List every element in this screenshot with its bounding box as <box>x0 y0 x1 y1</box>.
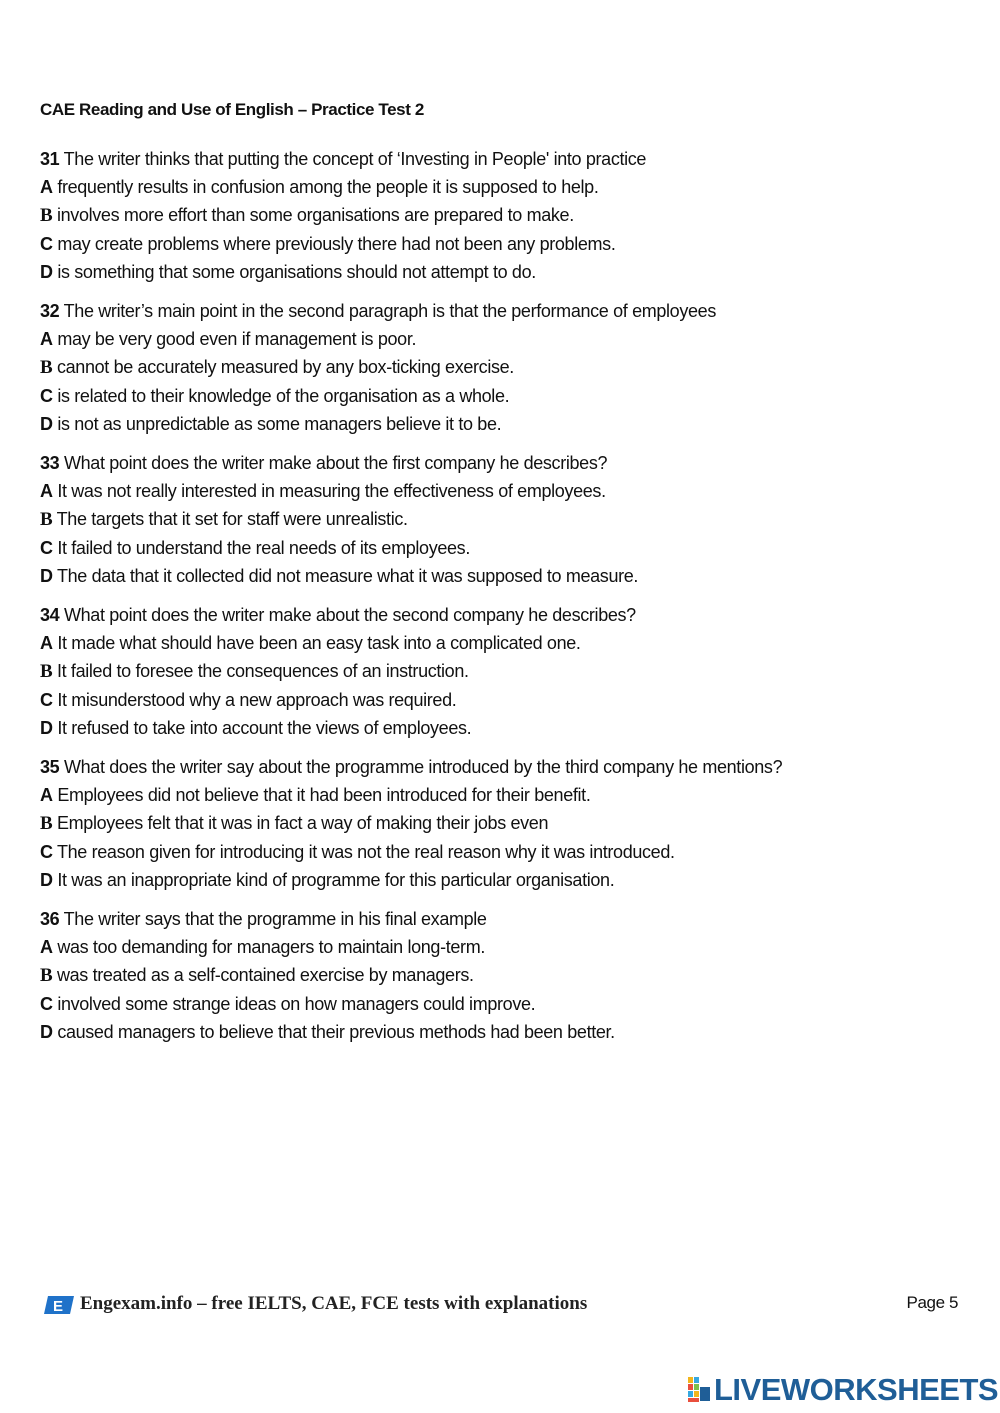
answer-option[interactable] <box>40 230 980 258</box>
answer-option[interactable] <box>40 990 980 1018</box>
option-text: It was not really interested in measuring the effectiveness of employees. <box>57 481 606 501</box>
option-letter: B <box>40 661 53 682</box>
question-stem <box>40 449 980 477</box>
question-stem-text: What does the writer say about the programme introduced by the third company he mentions? <box>63 757 783 777</box>
option-letter: C <box>40 538 53 558</box>
option-letter: D <box>40 1022 53 1042</box>
option-text: The reason given for introducing it was not the real reason why it was introduced. <box>56 842 675 862</box>
question-stem <box>40 601 980 629</box>
option-text: may be very good even if management is poor. <box>57 329 417 349</box>
option-letter: D <box>40 414 53 434</box>
option-text: It refused to take into account the views of employees. <box>57 718 472 738</box>
footer-site-text: Engexam.info – free IELTS, CAE, FCE tests with explanations <box>80 1293 588 1314</box>
option-text: involves more effort than some organisations are prepared to make. <box>56 205 574 225</box>
option-letter: A <box>40 481 53 501</box>
answer-option[interactable] <box>40 809 980 838</box>
liveworksheets-text: LIVEWORKSHEETS <box>714 1372 999 1407</box>
option-letter: D <box>40 870 53 890</box>
question-stem-text: The writer thinks that putting the concept of ‘Investing in People' into practice <box>63 149 647 169</box>
question-33 <box>40 449 980 590</box>
option-letter: C <box>40 842 53 862</box>
answer-option[interactable] <box>40 1018 980 1046</box>
option-letter: B <box>40 965 53 986</box>
question-stem-text: The writer’s main point in the second paragraph is that the performance of employees <box>63 301 716 321</box>
question-35 <box>40 753 980 894</box>
option-letter: B <box>40 509 53 530</box>
answer-option[interactable] <box>40 933 980 961</box>
option-letter: B <box>40 813 53 834</box>
option-text: is not as unpredictable as some managers believe it to be. <box>57 414 502 434</box>
option-text: caused managers to believe that their previous methods had been better. <box>57 1022 615 1042</box>
question-34 <box>40 601 980 742</box>
answer-option[interactable] <box>40 686 980 714</box>
engexam-e-logo-icon <box>44 1296 74 1314</box>
option-letter: A <box>40 785 53 805</box>
answer-option[interactable] <box>40 866 980 894</box>
answer-option[interactable] <box>40 258 980 286</box>
option-letter: D <box>40 262 53 282</box>
option-text: It failed to foresee the consequences of an instruction. <box>56 661 469 681</box>
question-stem-text: What point does the writer make about the second company he describes? <box>63 605 636 625</box>
answer-option[interactable] <box>40 562 980 590</box>
option-text: may create problems where previously there had not been any problems. <box>57 234 616 254</box>
option-text: It was an inappropriate kind of programme for this particular organisation. <box>57 870 615 890</box>
question-stem <box>40 297 980 325</box>
question-list <box>40 145 980 1057</box>
option-letter: D <box>40 566 53 586</box>
option-text: Employees felt that it was in fact a way of making their jobs even <box>56 813 549 833</box>
answer-option[interactable] <box>40 657 980 686</box>
option-text: was too demanding for managers to maintain long-term. <box>57 937 485 957</box>
answer-option[interactable] <box>40 961 980 990</box>
answer-option[interactable] <box>40 201 980 230</box>
page-title: CAE Reading and Use of English – Practice Test 2 <box>40 100 424 119</box>
answer-option[interactable] <box>40 325 980 353</box>
option-text: was treated as a self-contained exercise by managers. <box>56 965 474 985</box>
question-36 <box>40 905 980 1046</box>
question-stem-text: The writer says that the programme in his final example <box>63 909 487 929</box>
option-text: is something that some organisations should not attempt to do. <box>57 262 536 282</box>
question-number: 35 <box>40 757 60 777</box>
question-stem <box>40 753 980 781</box>
answer-option[interactable] <box>40 534 980 562</box>
option-letter: A <box>40 937 53 957</box>
question-number: 36 <box>40 909 60 929</box>
option-text: It failed to understand the real needs of its employees. <box>57 538 470 558</box>
option-text: The targets that it set for staff were unrealistic. <box>56 509 408 529</box>
question-number: 31 <box>40 149 60 169</box>
option-text: involved some strange ideas on how managers could improve. <box>57 994 536 1014</box>
liveworksheets-watermark <box>688 1372 999 1407</box>
question-31 <box>40 145 980 286</box>
question-stem-text: What point does the writer make about the first company he describes? <box>63 453 608 473</box>
answer-option[interactable] <box>40 382 980 410</box>
answer-option[interactable] <box>40 714 980 742</box>
option-text: It misunderstood why a new approach was required. <box>57 690 457 710</box>
question-number: 32 <box>40 301 60 321</box>
answer-option[interactable] <box>40 781 980 809</box>
question-number: 34 <box>40 605 60 625</box>
option-letter: B <box>40 205 53 226</box>
option-letter: A <box>40 177 53 197</box>
question-32 <box>40 297 980 438</box>
option-letter: D <box>40 718 53 738</box>
answer-option[interactable] <box>40 838 980 866</box>
question-stem <box>40 145 980 173</box>
answer-option[interactable] <box>40 477 980 505</box>
svg-text:E: E <box>53 1298 64 1314</box>
option-letter: A <box>40 633 53 653</box>
answer-option[interactable] <box>40 173 980 201</box>
answer-option[interactable] <box>40 629 980 657</box>
option-letter: C <box>40 690 53 710</box>
option-letter: A <box>40 329 53 349</box>
option-text: Employees did not believe that it had been introduced for their benefit. <box>57 785 591 805</box>
question-stem <box>40 905 980 933</box>
liveworksheets-logo-icon <box>688 1377 712 1403</box>
option-text: cannot be accurately measured by any box-ticking exercise. <box>56 357 514 377</box>
option-letter: B <box>40 357 53 378</box>
option-text: The data that it collected did not measure what it was supposed to measure. <box>56 566 639 586</box>
option-letter: C <box>40 994 53 1014</box>
question-number: 33 <box>40 453 60 473</box>
option-letter: C <box>40 234 53 254</box>
option-text: It made what should have been an easy task into a complicated one. <box>57 633 581 653</box>
option-text: frequently results in confusion among the people it is supposed to help. <box>57 177 599 197</box>
answer-option[interactable] <box>40 353 980 382</box>
option-text: is related to their knowledge of the organisation as a whole. <box>57 386 510 406</box>
answer-option[interactable] <box>40 410 980 438</box>
footer <box>44 1292 964 1318</box>
answer-option[interactable] <box>40 505 980 534</box>
option-letter: C <box>40 386 53 406</box>
page-number: Page 5 <box>906 1293 958 1312</box>
